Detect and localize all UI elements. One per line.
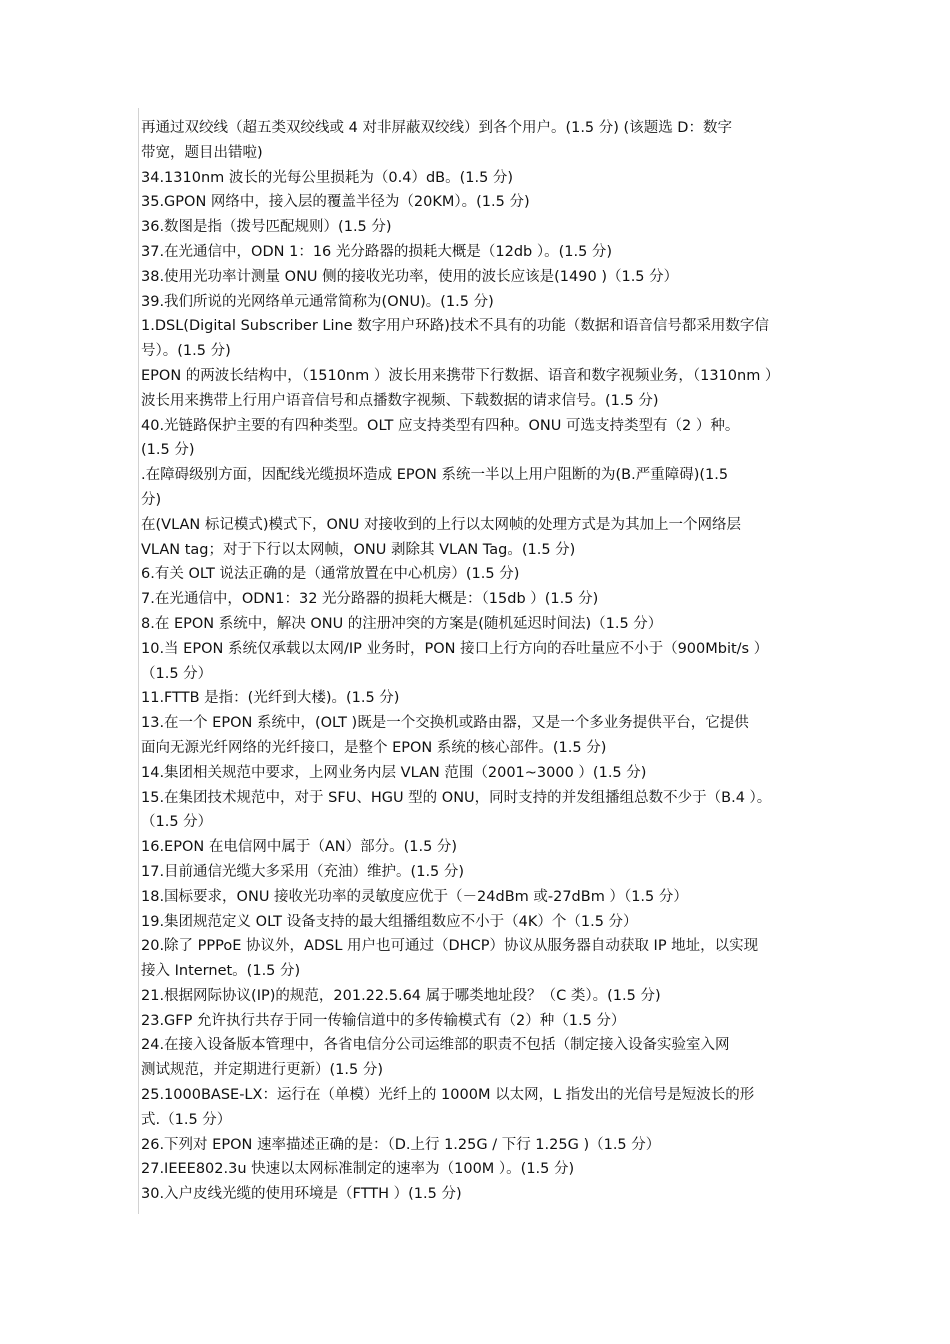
text-line: 6.有关 OLT 说法正确的是（通常放置在中心机房）(1.5 分) — [141, 566, 520, 583]
text-line: EPON 的两波长结构中，（1510nm ）波长用来携带下行数据、语音和数字视频业务，（1310nm ） — [141, 367, 780, 384]
text-line: （1.5 分） — [141, 814, 213, 831]
text-line: 带宽，题目出错啦) — [141, 144, 263, 161]
text-line: 34.1310nm 波长的光每公里损耗为（0.4）dB。(1.5 分) — [141, 169, 514, 186]
text-line: 30.入户皮线光缆的使用环境是（FTTH ）(1.5 分) — [141, 1186, 462, 1203]
text-line: 21.根据网际协议(IP)的规范，201.22.5.64 属于哪类地址段？（C 类）。(1.5 分) — [141, 987, 661, 1004]
text-line: 分) — [141, 491, 162, 508]
text-line: 式.（1.5 分） — [141, 1111, 232, 1128]
text-line: 40.光链路保护主要的有四种类型。OLT 应支持类型有四种。ONU 可选支持类型有（2 ）种。 — [141, 417, 740, 434]
text-line: 36.数图是指（拨号匹配规则）(1.5 分) — [141, 219, 392, 236]
text-line: 接入 Internet。(1.5 分) — [141, 963, 301, 980]
text-line: （1.5 分） — [141, 665, 213, 682]
left-margin-rule — [138, 108, 139, 1214]
text-line: 7.在光通信中，ODN1：32 光分路器的损耗大概是：（15db ）(1.5 分) — [141, 591, 599, 608]
text-line: 35.GPON 网络中，接入层的覆盖半径为（20KM）。(1.5 分) — [141, 194, 530, 211]
document-body — [141, 116, 813, 1207]
text-line: 15.在集团技术规范中，对于 SFU、HGU 型的 ONU，同时支持的并发组播组总数不少于（B.4 ）。 — [141, 789, 772, 806]
text-line: 测试规范，并定期进行更新）(1.5 分) — [141, 1062, 383, 1079]
text-line: 14.集团相关规范中要求，上网业务内层 VLAN 范围（2001~3000 ）(1.5 分) — [141, 764, 647, 781]
text-line: 8.在 EPON 系统中，解决 ONU 的注册冲突的方案是(随机延迟时间法)（1.5 分） — [141, 615, 663, 632]
text-line: 10.当 EPON 系统仅承载以太网/IP 业务时，PON 接口上行方向的吞吐量应不小于（900Mbit/s ） — [141, 640, 769, 657]
text-line: 20.除了 PPPoE 协议外，ADSL 用户也可通过（DHCP）协议从服务器自动获取 IP 地址，以实现 — [141, 938, 759, 955]
text-line: 19.集团规范定义 OLT 设备支持的最大组播组数应不小于（4K）个（1.5 分） — [141, 913, 638, 930]
text-line: 1.DSL(Digital Subscriber Line 数字用户环路)技术不具有的功能（数据和语音信号都采用数字信 — [141, 318, 769, 335]
text-line: 18.国标要求，ONU 接收光功率的灵敏度应优于（－24dBm 或-27dBm ）（1.5 分） — [141, 888, 688, 905]
text-line: 13.在一个 EPON 系统中，(OLT )既是一个交换机或路由器，又是一个多业务提供平台，它提供 — [141, 715, 749, 732]
text-line: 17.目前通信光缆大多采用（充油）维护。(1.5 分) — [141, 863, 465, 880]
text-line: 16.EPON 在电信网中属于（AN）部分。(1.5 分) — [141, 839, 458, 856]
text-line: 24.在接入设备版本管理中，各省电信分公司运维部的职责不包括（制定接入设备实验室入网 — [141, 1037, 730, 1054]
text-line: (1.5 分) — [141, 442, 195, 459]
text-line: VLAN tag；对于下行以太网帧，ONU 剥除其 VLAN Tag。(1.5 分) — [141, 541, 576, 558]
text-line: 39.我们所说的光网络单元通常简称为(ONU)。(1.5 分) — [141, 293, 494, 310]
text-line: 23.GFP 允许执行共存于同一传输信道中的多传输模式有（2）种（1.5 分） — [141, 1012, 626, 1029]
text-line: 38.使用光功率计测量 ONU 侧的接收光功率，使用的波长应该是(1490 )（1.5 分） — [141, 268, 679, 285]
text-line: 26.下列对 EPON 速率描述正确的是：（D.上行 1.25G / 下行 1.25G )（1.5 分） — [141, 1136, 661, 1153]
text-line: 波长用来携带上行用户语音信号和点播数字视频、下载数据的请求信号。(1.5 分) — [141, 392, 659, 409]
text-line: 面向无源光纤网络的光纤接口，是整个 EPON 系统的核心部件。(1.5 分) — [141, 739, 607, 756]
text-line: 号）。(1.5 分) — [141, 343, 231, 360]
text-line: 37.在光通信中，ODN 1：16 光分路器的损耗大概是（12db ）。(1.5 分) — [141, 243, 613, 260]
text-line: 在(VLAN 标记模式)模式下，ONU 对接收到的上行以太网帧的处理方式是为其加上一个网络层 — [141, 516, 741, 533]
text-line: 11.FTTB 是指：(光纤到大楼)。(1.5 分) — [141, 690, 400, 707]
text-line: 27.IEEE802.3u 快速以太网标准制定的速率为（100M ）。(1.5 分) — [141, 1161, 575, 1178]
text-line: .在障碍级别方面，因配线光缆损坏造成 EPON 系统一半以上用户阻断的为(B.严重障碍)(1.5 — [141, 467, 729, 484]
text-line: 25.1000BASE-LX：运行在（单模）光纤上的 1000M 以太网，L 指发出的光信号是短波长的形 — [141, 1087, 755, 1104]
text-line: 再通过双绞线（超五类双绞线或 4 对非屏蔽双绞线）到各个用户。(1.5 分) (该题选 D：数字 — [141, 120, 732, 136]
